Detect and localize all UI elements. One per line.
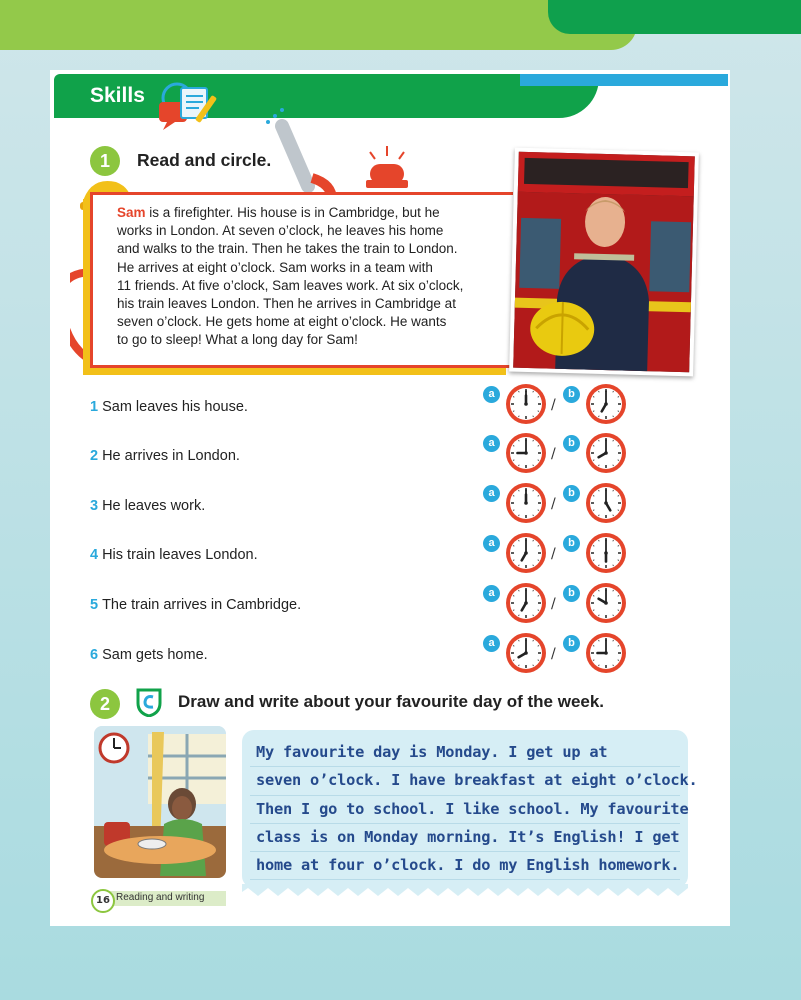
clock-a-icon[interactable] <box>504 382 548 426</box>
option-a-badge: a <box>483 386 500 403</box>
clock-choice-3 <box>483 480 633 526</box>
firefighter-image <box>509 148 699 377</box>
drawing-image <box>94 726 226 878</box>
option-separator: / <box>551 646 556 662</box>
writing-line: class is on Monday morning. It’s English! I get <box>256 828 680 846</box>
top-green-band <box>0 0 637 50</box>
shield-check-icon <box>136 687 162 717</box>
clock-center <box>604 601 608 605</box>
writing-line: My favourite day is Monday. I get up at <box>256 743 608 761</box>
clock-center <box>524 551 528 555</box>
exercise-2-instruction: Draw and write about your favourite day of the week. <box>178 692 605 711</box>
writing-line: seven o’clock. I have breakfast at eight o’clock. <box>256 771 698 789</box>
question-6: 6 Sam gets home. <box>90 647 208 663</box>
option-separator: / <box>551 546 556 562</box>
question-2: 2 He arrives in London. <box>90 448 240 464</box>
option-a-badge: a <box>483 585 500 602</box>
writing-line: home at four o’clock. I do my English homework. <box>256 856 680 874</box>
ruled-line <box>250 766 680 767</box>
passage-line: his train leaves London. Then he arrives in Cambridge at <box>117 296 456 312</box>
clock-center <box>604 551 608 555</box>
clock-a-icon[interactable] <box>504 581 548 625</box>
clock-center <box>604 451 608 455</box>
clock-choice-6 <box>483 630 633 676</box>
exercise-2-number: 2 <box>90 689 120 719</box>
accent-stripe <box>520 74 728 86</box>
question-3: 3 He leaves work. <box>90 498 206 514</box>
exercise-1-instruction: Read and circle. <box>137 150 272 170</box>
top-dark-green-band <box>548 0 801 34</box>
clock-center <box>524 601 528 605</box>
clock-choice-1 <box>483 381 633 427</box>
reading-passage <box>117 204 512 350</box>
passage-name: Sam <box>117 205 146 220</box>
clock-a-icon[interactable] <box>504 431 548 475</box>
writing-line: Then I go to school. I like school. My favourite <box>256 800 689 818</box>
clock-b-icon[interactable] <box>584 431 628 475</box>
option-separator: / <box>551 397 556 413</box>
clock-b-icon[interactable] <box>584 382 628 426</box>
clock-center <box>604 651 608 655</box>
clock-b-icon[interactable] <box>584 531 628 575</box>
clock-a-icon[interactable] <box>504 631 548 675</box>
clock-b-icon[interactable] <box>584 631 628 675</box>
firefighter-photo <box>509 148 699 377</box>
question-5: 5 The train arrives in Cambridge. <box>90 597 302 613</box>
clock-center <box>604 501 608 505</box>
option-a-badge: a <box>483 635 500 652</box>
clock-b-icon[interactable] <box>584 481 628 525</box>
girl-at-table-drawing <box>94 726 226 878</box>
ruled-line <box>250 879 680 880</box>
ruled-line <box>250 795 680 796</box>
question-4: 4 His train leaves London. <box>90 547 258 563</box>
passage-line: He arrives at eight o’clock. Sam works in a team with <box>117 259 433 275</box>
clock-choice-5 <box>483 580 633 626</box>
option-separator: / <box>551 496 556 512</box>
passage-line: works in London. At seven o’clock, he leaves his home <box>117 223 444 239</box>
clock-center <box>604 402 608 406</box>
option-b-badge: b <box>563 585 580 602</box>
passage-line: seven o’clock. He gets home at eight o’clock. He wants <box>117 314 447 330</box>
ruled-line <box>250 823 680 824</box>
passage-line: 11 friends. At five o’clock, Sam leaves work. At six o’clock, <box>117 277 464 293</box>
option-b-badge: b <box>563 535 580 552</box>
clock-center <box>524 501 528 505</box>
passage-line: is a firefighter. His house is in Cambridge, but he <box>145 205 440 220</box>
section-title: Skills <box>90 84 145 107</box>
writing-panel-torn-edge <box>242 884 688 898</box>
clock-a-icon[interactable] <box>504 531 548 575</box>
clock-b-icon[interactable] <box>584 581 628 625</box>
clock-center <box>524 402 528 406</box>
question-1: 1 Sam leaves his house. <box>90 399 248 415</box>
clock-center <box>524 651 528 655</box>
option-a-badge: a <box>483 535 500 552</box>
clock-center <box>524 451 528 455</box>
clock-a-icon[interactable] <box>504 481 548 525</box>
clock-choice-4 <box>483 530 633 576</box>
option-b-badge: b <box>563 635 580 652</box>
option-separator: / <box>551 446 556 462</box>
option-b-badge: b <box>563 386 580 403</box>
clock-choice-2 <box>483 430 633 476</box>
page-number: 16 <box>91 889 115 913</box>
option-a-badge: a <box>483 485 500 502</box>
option-a-badge: a <box>483 435 500 452</box>
option-b-badge: b <box>563 485 580 502</box>
passage-line: to go to sleep! What a long day for Sam! <box>117 332 358 348</box>
option-b-badge: b <box>563 435 580 452</box>
passage-line: and walks to the train. Then he takes the train to London. <box>117 241 458 257</box>
footer-label: Reading and writing <box>116 892 205 903</box>
option-separator: / <box>551 596 556 612</box>
exercise-1-number: 1 <box>90 146 120 176</box>
ruled-line <box>250 851 680 852</box>
